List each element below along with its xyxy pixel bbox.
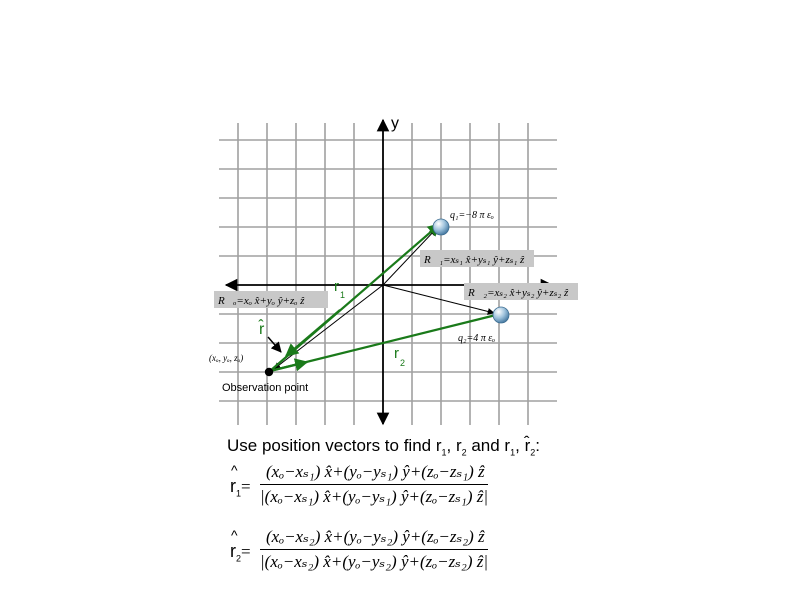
r1-vector-arrowhead	[286, 310, 340, 356]
observation-label: Observation point	[222, 382, 309, 394]
equation-lhs: ^ $r_2=$	[230, 541, 251, 564]
q1-label: q₁=−8 π εₒ	[450, 210, 494, 221]
q2-label: q₂=4 π εₒ	[458, 333, 496, 344]
equation-fraction	[260, 527, 488, 572]
equation-numerator: (xₒ−xₛ₂) x̂+(yₒ−yₛ₂) ŷ+(zₒ−zₛ₂) ẑ	[260, 527, 488, 550]
Ro-label: R⃗ₒ=xₒ x̂+yₒ ŷ+zₒ ẑ	[218, 295, 305, 307]
instruction-text: Use position vectors to find $r_1$, $r_2$ and $r_1$, $r̂_2$:	[227, 436, 540, 458]
equation-lhs: ^ $r_1=$	[230, 476, 251, 499]
R1-label: R⃗₁=xₛ₁ x̂+yₛ₁ ŷ+zₛ₁ ẑ	[424, 254, 525, 266]
equation-numerator: (xₒ−xₛ₁) x̂+(yₒ−yₛ₁) ŷ+(zₒ−zₛ₁) ẑ	[260, 462, 488, 485]
charge-q1-sphere	[433, 219, 449, 235]
r1-label-sub: 1	[340, 290, 346, 300]
equation-denominator: |(xₒ−xₛ₁) x̂+(yₒ−yₛ₁) ŷ+(zₒ−zₛ₁) ẑ|	[260, 487, 489, 506]
y-axis-label: y	[391, 115, 399, 132]
R2-label: R⃗₂=xₛ₂ x̂+yₛ₂ ŷ+zₛ₂ ẑ	[468, 287, 569, 299]
observation-point	[265, 368, 273, 376]
charge-q2-sphere	[493, 307, 509, 323]
grid	[219, 123, 557, 425]
r2-label-sub: 2	[400, 358, 406, 368]
equation-denominator: |(xₒ−xₛ₂) x̂+(yₒ−yₛ₂) ŷ+(zₒ−zₛ₂) ẑ|	[260, 552, 489, 571]
r1-label: r	[334, 278, 339, 295]
r2-label: r	[394, 345, 399, 362]
equation-fraction	[260, 462, 488, 507]
rhat-label: r̂	[259, 321, 265, 338]
observation-coords: (xₒ, yₒ, zₒ)	[209, 353, 244, 363]
rhat-arrow	[268, 337, 281, 352]
